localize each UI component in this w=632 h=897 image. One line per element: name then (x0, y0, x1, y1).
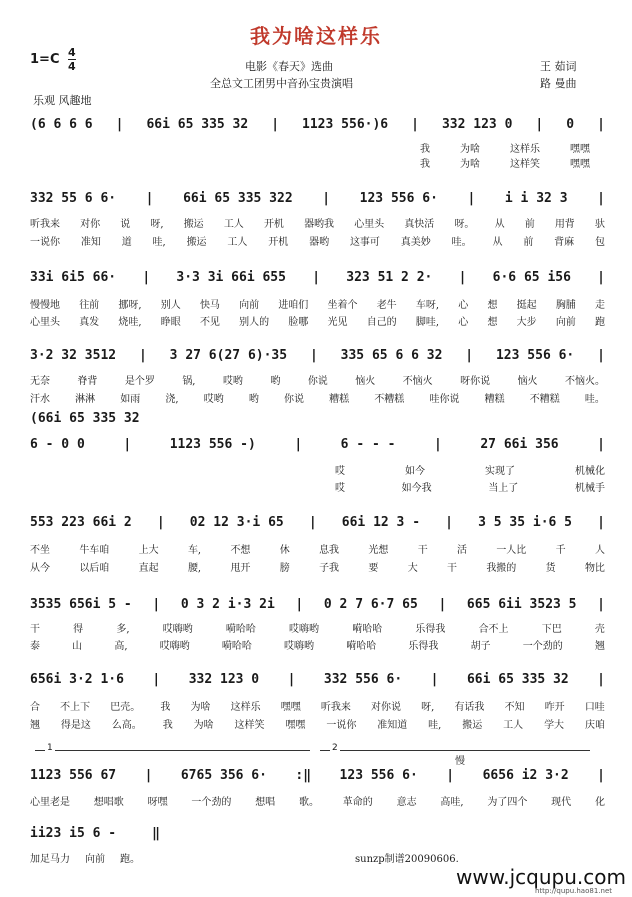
score-line-2-notes: 332 55 6 6· | 66i 65 335 322 | 123 556 6· | i i 32 3 | (30, 191, 605, 206)
song-source: 电影《春天》选曲 (245, 60, 333, 73)
volta-bracket-2: 2 (320, 750, 590, 751)
measure: 1123 556·)6 (302, 117, 389, 132)
key-signature: 1=C (30, 52, 60, 67)
score-line-7-notes: 3535 656i 5 - | 0 3 2 i·3 2i | 0 2 7 6·7 65 | 665 6ii 3523 5 | (30, 597, 605, 612)
score-line-1-notes: (6 6 6 6 | 66i 65 335 32 | 1123 556·)6 | 332 123 0 | 0 | (30, 117, 605, 132)
score-line-8-notes: 656i 3·2 1·6 | 332 123 0 | 332 556 6· | 66i 65 335 32 | (30, 672, 605, 687)
score-line-5-notes: 6 - 0 0 | 1123 556 -) | 6 - - - | 27 66i 356 | (30, 437, 605, 452)
score-line-10-notes: ii23 i5 6 - ‖ (30, 826, 160, 841)
slow-mark: 慢 (455, 756, 465, 767)
volta-bracket-1: 1 (35, 750, 310, 751)
score-line-7-lyrics-a: 干 得 多, 哎嗨哟 嗬哈哈 哎嗨哟 嗬哈哈 乐得我 合不上 下巴 壳 (30, 624, 605, 635)
score-line-4-lyrics-a: 无奈 脊背 是个罗 锅, 哎哟 哟 你说 恼火 不恼火 呀你说 恼火 不恼火。 (30, 376, 605, 387)
score-line-3-lyrics-b: 心里头 真发 烧哇, 睁眼 不见 别人的 脸哪 光见 自己的 脚哇, 心 想 大步 向前 跑 (30, 317, 605, 328)
score-line-3-notes: 33i 6i5 66· | 3·3 3i 66i 655 | 323 51 2 2· | 6·6 65 i56 | (30, 270, 605, 285)
score-line-8-lyrics-b: 翘 得是这 么高。 我 为啥 这样笑 嘿嘿 一说你 准知道 哇, 搬运 工人 学大 庆咱 (30, 720, 605, 731)
notation-credit: sunzp制谱20090606. (355, 854, 459, 865)
measure: 332 123 0 (441, 117, 513, 132)
score-line-7-lyrics-b: 泰 山 高, 哎嗨哟 嗬哈哈 哎嗨哟 嗬哈哈 乐得我 胡子 一个劲的 翘 (30, 641, 605, 652)
performer: 全总文工团男中音孙宝贵演唱 (210, 77, 353, 90)
score-line-4-lyrics-b: 汗水 淋淋 如雨 浇, 哎哟 哟 你说 糟糕 不糟糕 哇你说 糟糕 不糟糕 哇。 (30, 394, 605, 405)
score-line-10-lyrics: 加足马力 向前 跑。 (30, 854, 140, 865)
watermark-url: http://qupu.hao81.net (534, 887, 612, 895)
measure: 66i 65 335 32 (146, 117, 249, 132)
time-signature-top: 4 (68, 46, 76, 59)
tempo-marking: 乐观 风趣地 (33, 94, 92, 107)
score-line-6-notes: 553 223 66i 2 | 02 12 3·i 65 | 66i 12 3 - | 3 5 35 i·6 5 | (30, 515, 605, 530)
score-line-9-lyrics: 心里老是 想唱歌 呀嘿 一个劲的 想唱 歌。 革命的 意志 高哇, 为了四个 现代 化 (30, 797, 605, 808)
score-line-5-lyrics-b: 哎 如今我 当上了 机械手 (335, 483, 605, 494)
score-line-4-notes: 3·2 32 3512 | 3 27 6(27 6)·35 | 335 65 6 6 32 | 123 556 6· | (30, 348, 605, 363)
score-line-1-lyrics-b: 我 为啥 这样笑 嘿嘿 (420, 159, 590, 170)
watermark-logo: www.jcqupu.com (456, 865, 626, 889)
measure: 0 (566, 117, 575, 132)
score-line-2-lyrics-a: 听我来 对你 说 呀, 搬运 工人 开机 器哟我 心里头 真快活 呀。 从 前 用背 驮 (30, 219, 605, 230)
score-line-3-lyrics-a: 慢慢地 往前 挪呀, 别人 快马 向前 进咱们 坐着个 老牛 车呀, 心 想 挺起 胸脯 走 (30, 300, 605, 311)
score-line-2-lyrics-b: 一说你 准知 道 哇, 搬运 工人 开机 器哟 这事可 真美妙 哇。 从 前 背麻 包 (30, 237, 605, 248)
page-title: 我为啥这样乐 (250, 24, 382, 48)
score-line-5-lyrics-a: 哎 如今 实现了 机械化 (335, 466, 605, 477)
time-signature-bottom: 4 (68, 60, 76, 73)
composer: 路 曼曲 (540, 77, 577, 90)
score-line-9-notes: 1123 556 67 | 6765 356 6· :‖ 123 556 6· | 6656 i2 3·2 | (30, 768, 605, 783)
instrumental-bracket: (66i 65 335 32 (30, 411, 140, 426)
score-line-8-lyrics-a: 合 不上下 巴壳。 我 为啥 这样乐 嘿嘿 听我来 对你说 呀, 有话我 不知 咋开 口哇 (30, 702, 605, 713)
score-line-6-lyrics-b: 从今 以后咱 直起 腰, 甩开 膀 子我 要 大 干 我搬的 货 物比 (30, 563, 605, 574)
measure: (6 6 6 6 (30, 117, 93, 132)
score-line-1-lyrics-a: 我 为啥 这样乐 嘿嘿 (420, 144, 590, 155)
score-line-6-lyrics-a: 不坐 牛车咱 上大 车, 不想 休 息我 光想 干 活 一人比 千 人 (30, 545, 605, 556)
lyricist: 王 茹词 (540, 60, 577, 73)
